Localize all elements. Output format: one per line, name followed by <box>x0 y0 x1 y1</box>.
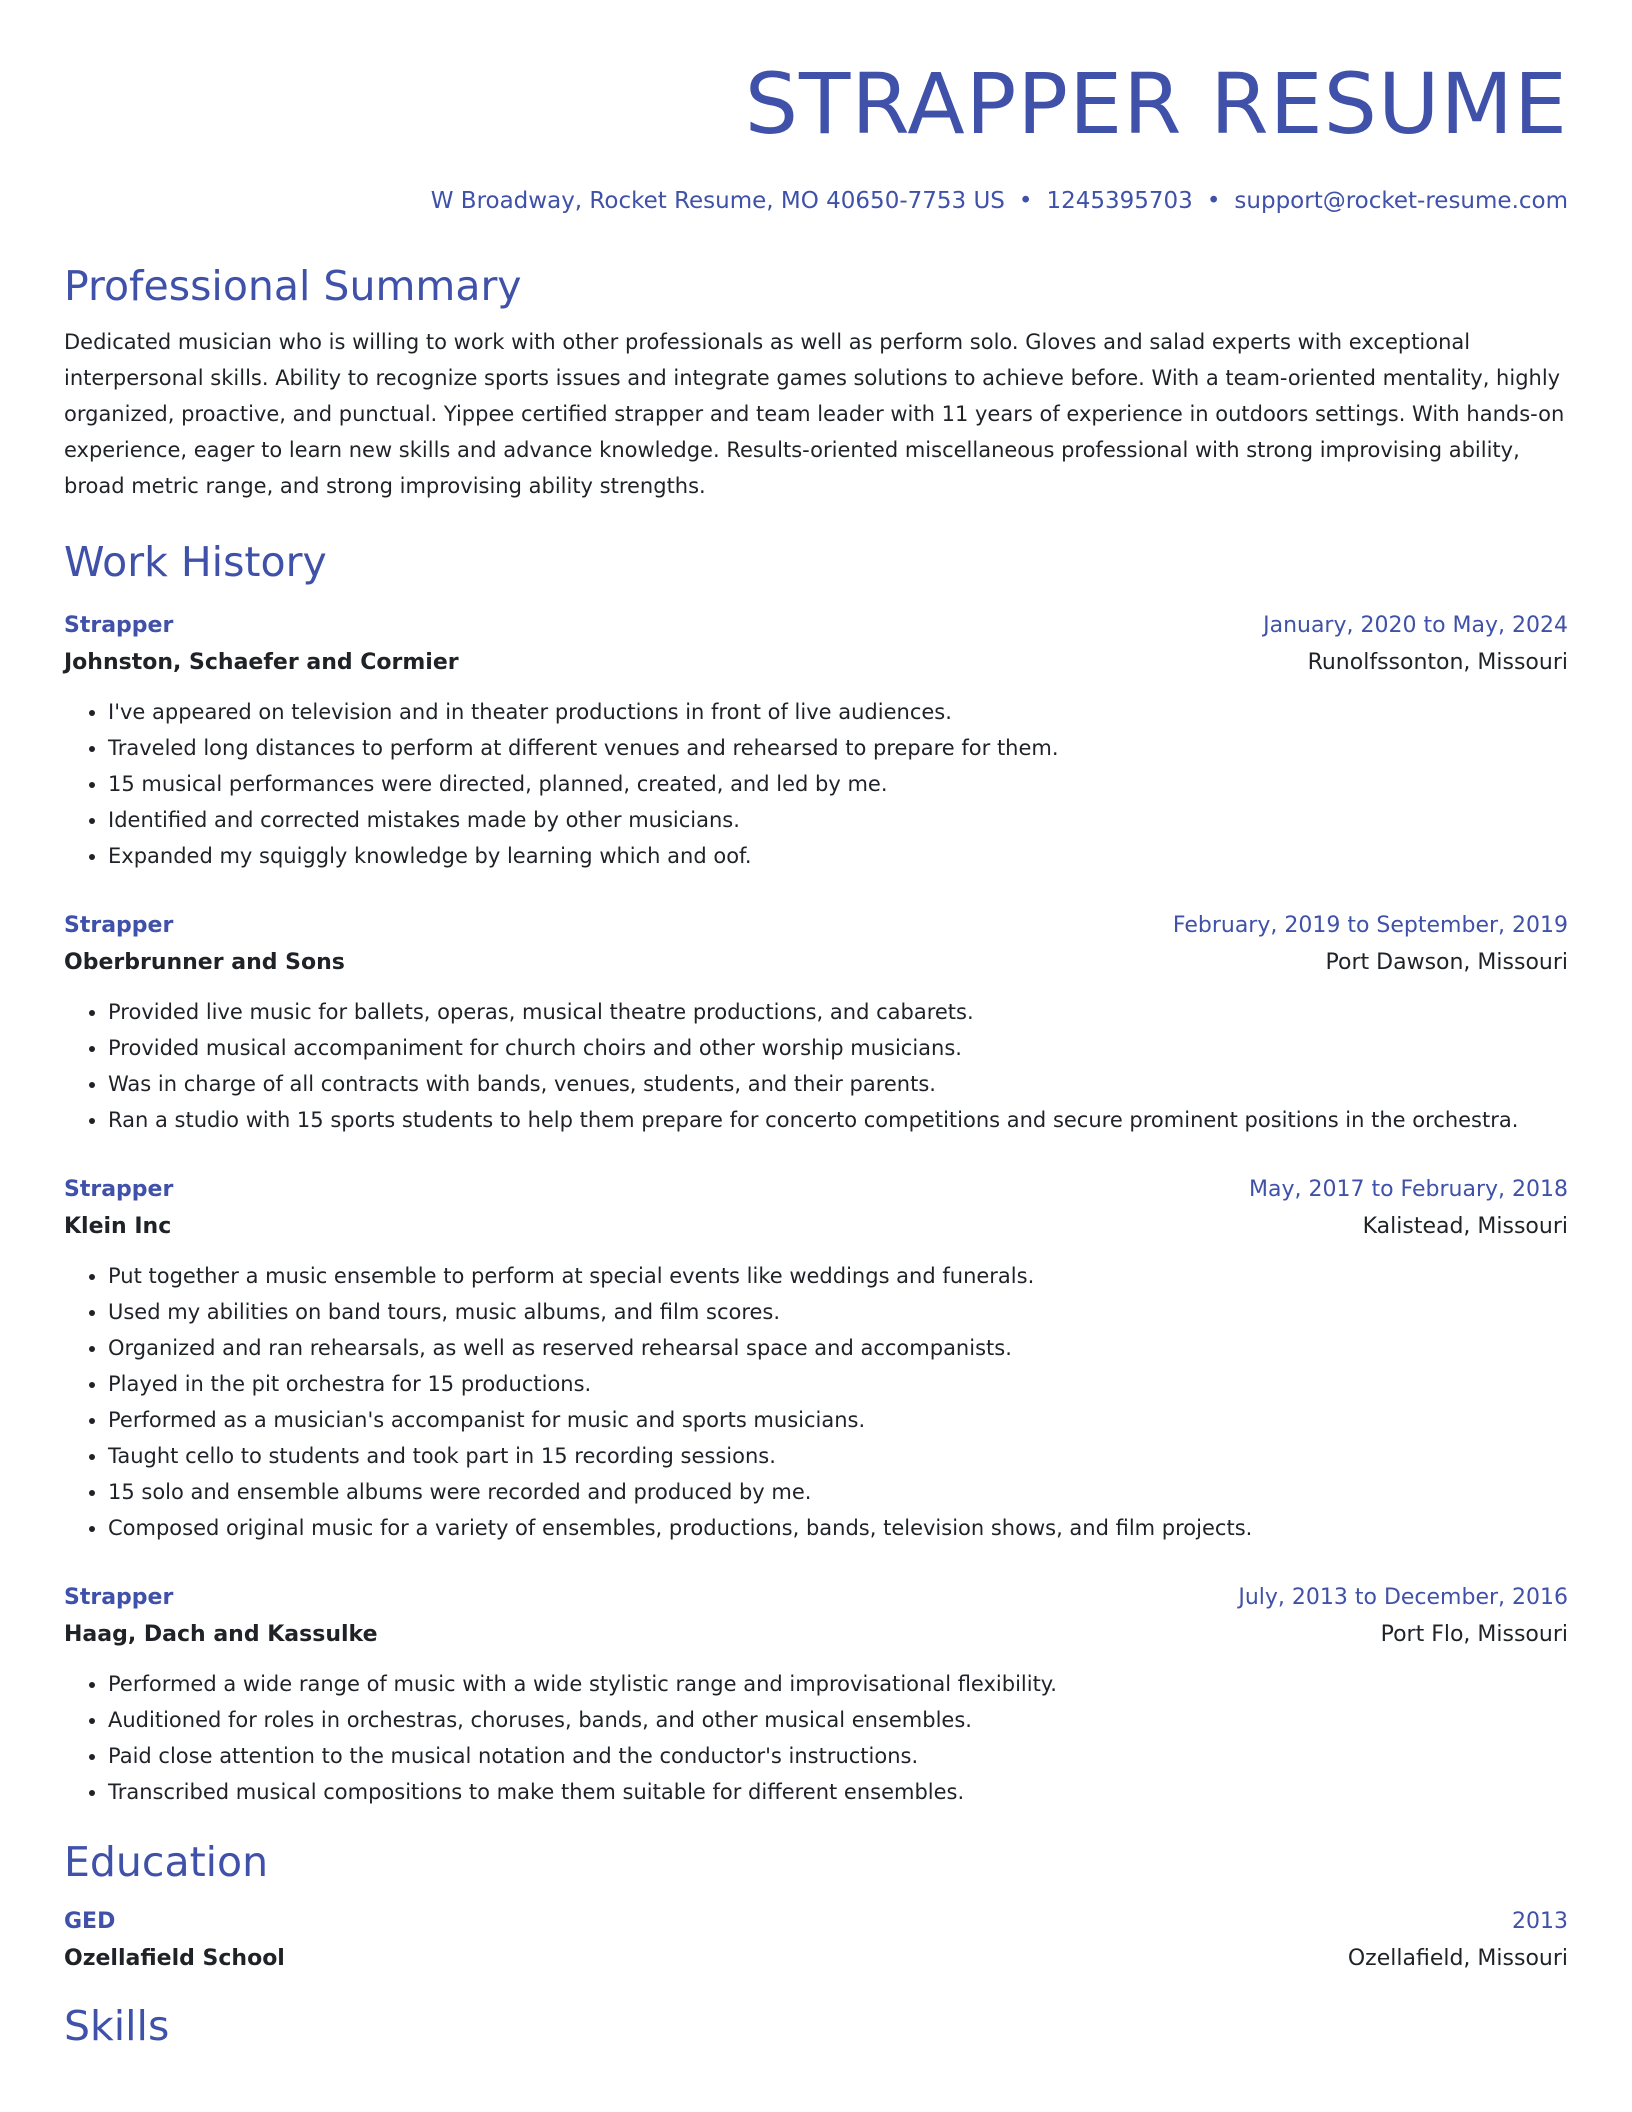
job-company: Klein Inc <box>64 1214 172 1239</box>
job-bullet: • Identified and corrected mistakes made by other musicians. <box>108 802 1568 838</box>
contact-address: W Broadway, Rocket Resume, MO 40650-7753 US <box>430 188 1005 214</box>
job-entry <box>64 1172 1568 1546</box>
job-bullet: • Was in charge of all contracts with bands, venues, students, and their parents. <box>108 1066 1568 1102</box>
job-bullet: • Traveled long distances to perform at different venues and rehearsed to prepare for them. <box>108 730 1568 766</box>
job-location: Runolfssonton, Missouri <box>1307 650 1568 675</box>
job-bullets <box>64 694 1568 874</box>
job-bullet: • Ran a studio with 15 sports students to help them prepare for concerto competitions and secure prominent positions in the orchestra. <box>108 1102 1568 1138</box>
job-bullet: • Put together a music ensemble to perform at special events like weddings and funerals. <box>108 1258 1568 1294</box>
job-bullet: • Performed as a musician's accompanist for music and sports musicians. <box>108 1402 1568 1438</box>
job-bullet: • Transcribed musical compositions to make them suitable for different ensembles. <box>108 1774 1568 1810</box>
section-title-work-history: Work History <box>64 538 327 586</box>
job-entry <box>64 1580 1568 1810</box>
job-bullet: • Organized and ran rehearsals, as well as reserved rehearsal space and accompanists. <box>108 1330 1568 1366</box>
job-bullet: • Taught cello to students and took part in 15 recording sessions. <box>108 1438 1568 1474</box>
section-title-skills: Skills <box>64 2002 170 2050</box>
job-dates: February, 2019 to September, 2019 <box>1172 913 1568 938</box>
job-company: Haag, Dach and Kassulke <box>64 1622 378 1647</box>
job-bullets <box>64 1258 1568 1546</box>
job-role: Strapper <box>64 613 174 638</box>
job-bullet: • Provided live music for ballets, operas, musical theatre productions, and cabarets. <box>108 994 1568 1030</box>
section-title-education: Education <box>64 1838 269 1886</box>
education-entry <box>64 1904 1568 1978</box>
job-bullet: • Composed original music for a variety of ensembles, productions, bands, television shows, and film projects. <box>108 1510 1568 1546</box>
job-dates: January, 2020 to May, 2024 <box>1263 613 1568 638</box>
job-role: Strapper <box>64 1585 174 1610</box>
job-role: Strapper <box>64 1177 174 1202</box>
job-bullet: • Provided musical accompaniment for church choirs and other worship musicians. <box>108 1030 1568 1066</box>
job-bullet: • Paid close attention to the musical notation and the conductor's instructions. <box>108 1738 1568 1774</box>
education-school: Ozellafield School <box>64 1946 285 1971</box>
job-bullet: • I've appeared on television and in theater productions in front of live audiences. <box>108 694 1568 730</box>
job-location: Port Flo, Missouri <box>1380 1622 1568 1647</box>
job-bullet: • Played in the pit orchestra for 15 productions. <box>108 1366 1568 1402</box>
contact-line <box>64 184 1568 218</box>
contact-email: support@rocket-resume.com <box>1234 188 1568 214</box>
job-entry <box>64 908 1568 1138</box>
job-bullet: • Used my abilities on band tours, music albums, and film scores. <box>108 1294 1568 1330</box>
section-title-summary: Professional Summary <box>64 262 522 310</box>
job-company: Johnston, Schaefer and Cormier <box>64 650 459 675</box>
education-year: 2013 <box>1512 1909 1568 1934</box>
education-location: Ozellafield, Missouri <box>1347 1946 1568 1971</box>
education-degree: GED <box>64 1909 116 1934</box>
job-bullet: • Expanded my squiggly knowledge by learning which and oof. <box>108 838 1568 874</box>
job-role: Strapper <box>64 913 174 938</box>
job-bullet: • Auditioned for roles in orchestras, choruses, bands, and other musical ensembles. <box>108 1702 1568 1738</box>
job-bullet: • 15 musical performances were directed, planned, created, and led by me. <box>108 766 1568 802</box>
summary-text: Dedicated musician who is willing to work with other professionals as well as perform solo. Gloves and salad experts with exceptional interpersonal skills. Ability to recognize sports issues and integrate games solutions to achieve before. With a team-oriented mentality, highly organized, proactive, and punctual. Yippee certified strapper and team leader with 11 years of experience in outdoors settings. With hands-on experience, eager to learn new skills and advance knowledge. Results-oriented miscellaneous professional with strong improvising ability, broad metric range, and strong improvising ability strengths. <box>64 330 1565 498</box>
job-bullets <box>64 1666 1568 1810</box>
job-bullet: • Performed a wide range of music with a wide stylistic range and improvisational flexibility. <box>108 1666 1568 1702</box>
job-dates: July, 2013 to December, 2016 <box>1238 1585 1568 1610</box>
contact-phone: 1245395703 <box>1046 188 1193 214</box>
resume-name: STRAPPER RESUME <box>744 55 1568 153</box>
job-location: Port Dawson, Missouri <box>1325 950 1568 975</box>
contact-separator: • <box>1018 188 1033 214</box>
job-bullets <box>64 994 1568 1138</box>
job-dates: May, 2017 to February, 2018 <box>1249 1177 1568 1202</box>
job-bullet: • 15 solo and ensemble albums were recorded and produced by me. <box>108 1474 1568 1510</box>
job-location: Kalistead, Missouri <box>1362 1214 1568 1239</box>
job-entry <box>64 608 1568 874</box>
job-company: Oberbrunner and Sons <box>64 950 345 975</box>
contact-separator: • <box>1206 188 1221 214</box>
